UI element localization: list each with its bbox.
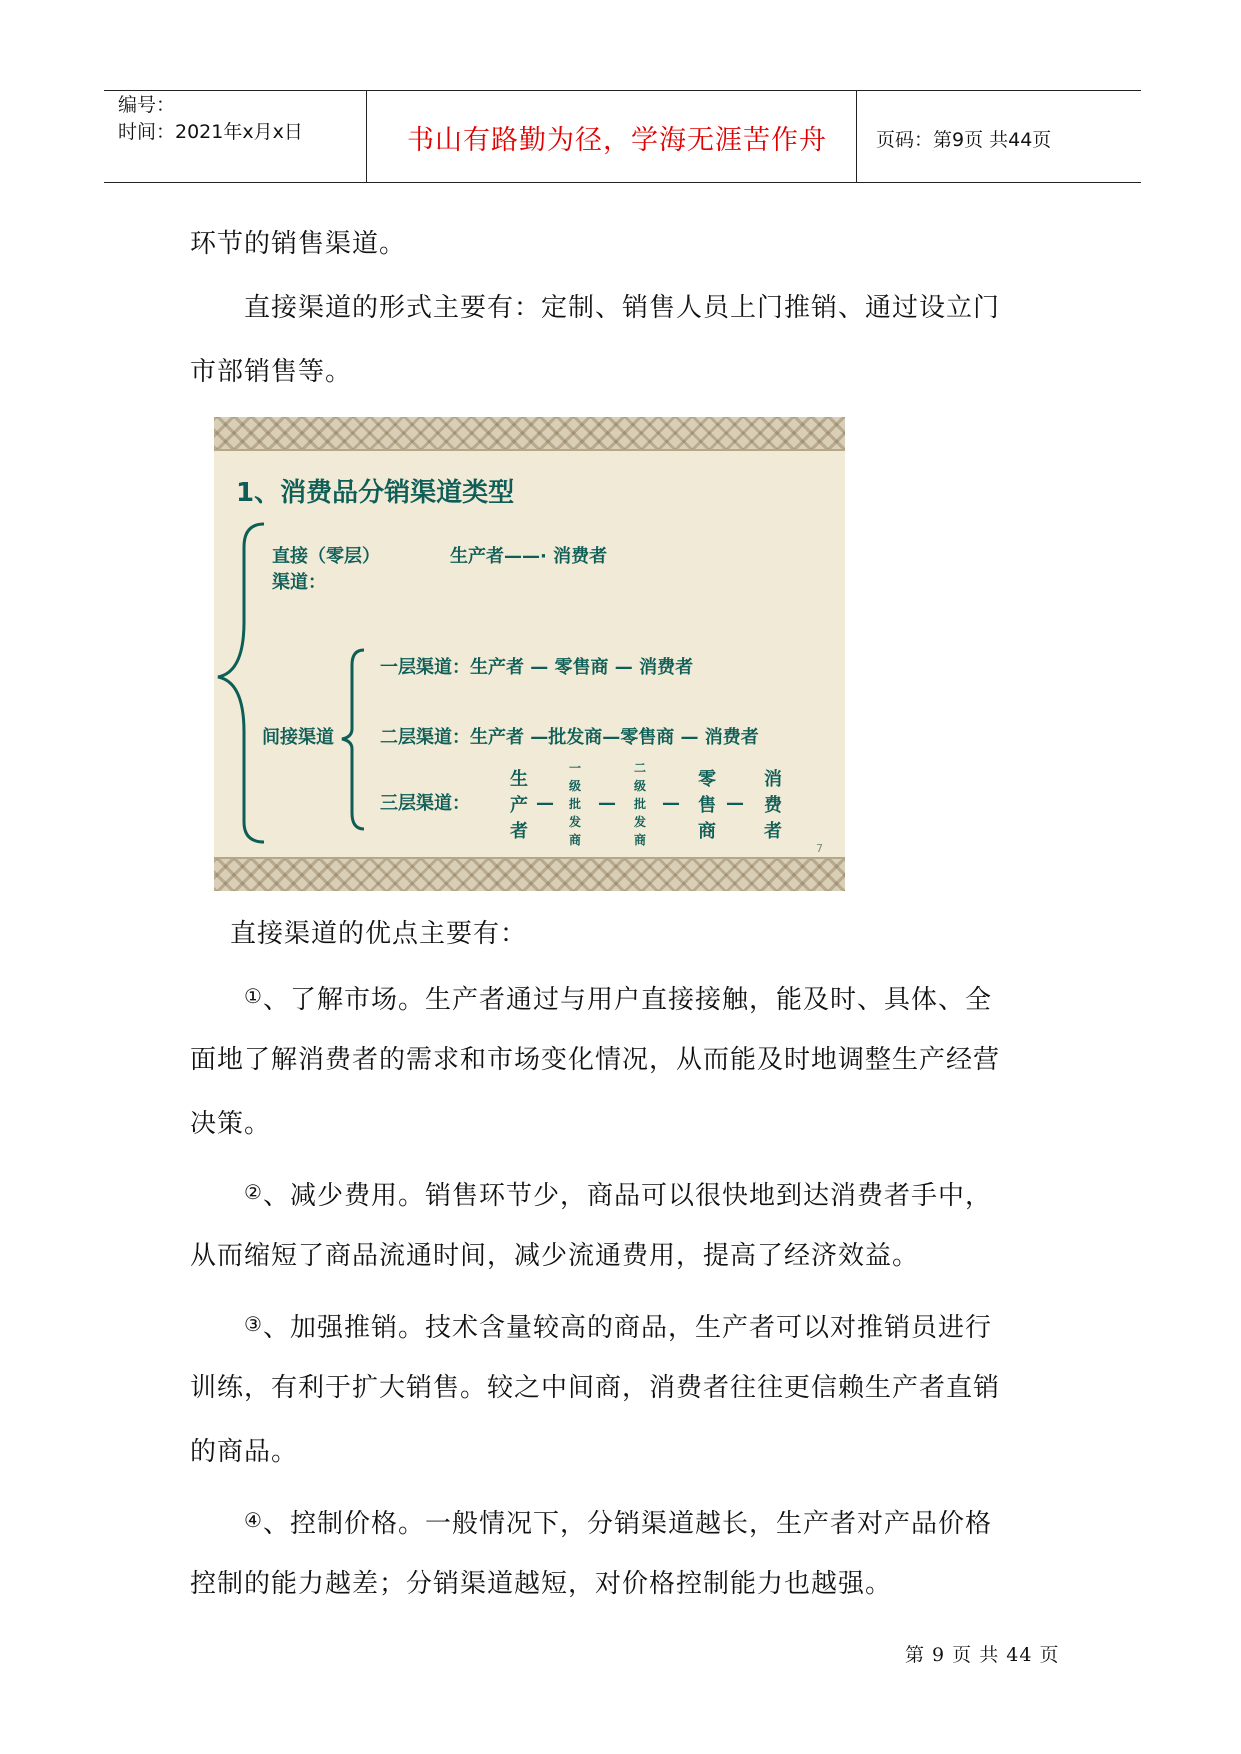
time-label: 时间：2021年x月x日: [118, 121, 303, 143]
slide-number: 7: [816, 842, 823, 855]
direct-channel-label-1: 直接（零层）: [272, 546, 380, 567]
item-3-line-1: [244, 1292, 1124, 1360]
level-3-retailer: 零售商: [698, 769, 716, 842]
item-3-line-3: 的商品。: [190, 1437, 299, 1467]
level-3-dash-4: —: [726, 793, 744, 814]
item-3-number: ③: [244, 1312, 263, 1336]
indirect-channel-label: 间接渠道: [262, 727, 334, 748]
header-motto: 书山有路勤为径，学海无涯苦作舟: [407, 125, 827, 156]
slide-title: 1、消费品分销渠道类型: [236, 478, 515, 508]
paragraph-1: 环节的销售渠道。: [190, 229, 407, 259]
item-1-text: 、了解市场。生产者通过与用户直接接触，能及时、具体、全: [262, 985, 992, 1015]
item-4-text: 、控制价格。一般情况下，分销渠道越长，生产者对产品价格: [262, 1509, 992, 1539]
item-1-number: ①: [244, 984, 263, 1008]
direct-channel-chain: 生产者——· 消费者: [450, 546, 608, 567]
serial-label: 编号：: [118, 94, 176, 116]
item-1-line-2: 面地了解消费者的需求和市场变化情况，从而能及时地调整生产经营: [190, 1045, 1001, 1075]
header-top-rule: [104, 90, 1141, 91]
level-3-first-wholesaler: 一级批发商: [568, 761, 581, 847]
item-2-line-2: 从而缩短了商品流通时间，减少流通费用，提高了经济效益。: [190, 1241, 920, 1271]
item-4-line-1: [244, 1488, 1124, 1556]
item-1-line-3: 决策。: [190, 1109, 272, 1139]
header-divider-left: [366, 90, 367, 183]
level-3-dash-1: —: [536, 793, 554, 814]
item-4-number: ④: [244, 1508, 263, 1532]
item-2-line-1: [244, 1160, 1124, 1228]
item-3-text: 、加强推销。技术含量较高的商品，生产者可以对推销员进行: [262, 1313, 992, 1343]
level-3-dash-3: —: [662, 793, 680, 814]
item-2-text: 、减少费用。销售环节少，商品可以很快地到达消费者手中，: [262, 1181, 992, 1211]
distribution-channel-slide: [214, 417, 845, 891]
item-1-line-1: [244, 964, 1124, 1032]
header-bottom-rule: [104, 182, 1141, 183]
paragraph-3: 直接渠道的优点主要有：: [230, 919, 528, 949]
level-3-label: 三层渠道：: [380, 793, 470, 814]
level-3-producer: 生产者: [510, 769, 528, 842]
paragraph-2-line-1: 直接渠道的形式主要有：定制、销售人员上门推销、通过设立门: [244, 293, 1001, 323]
item-2-number: ②: [244, 1180, 263, 1204]
level-3-dash-2: —: [598, 793, 616, 814]
header-page-info: 页码：第9页 共44页: [876, 129, 1052, 151]
level-1-channel: 一层渠道：生产者 — 零售商 — 消费者: [380, 657, 694, 678]
header-meta: [118, 92, 303, 146]
item-3-line-2: 训练，有利于扩大销售。较之中间商，消费者往往更信赖生产者直销: [190, 1373, 1001, 1403]
level-2-channel: 二层渠道：生产者 —批发商—零售商 — 消费者: [380, 727, 759, 748]
footer-page-number: 第 9 页 共 44 页: [905, 1644, 1060, 1666]
level-3-consumer: 消费者: [764, 769, 782, 842]
item-4-line-2: 控制的能力越差；分销渠道越短，对价格控制能力也越强。: [190, 1569, 893, 1599]
direct-channel-label-2: 渠道：: [272, 572, 326, 593]
paragraph-2-line-2: 市部销售等。: [190, 357, 353, 387]
level-3-second-wholesaler: 二级批发商: [633, 761, 646, 847]
